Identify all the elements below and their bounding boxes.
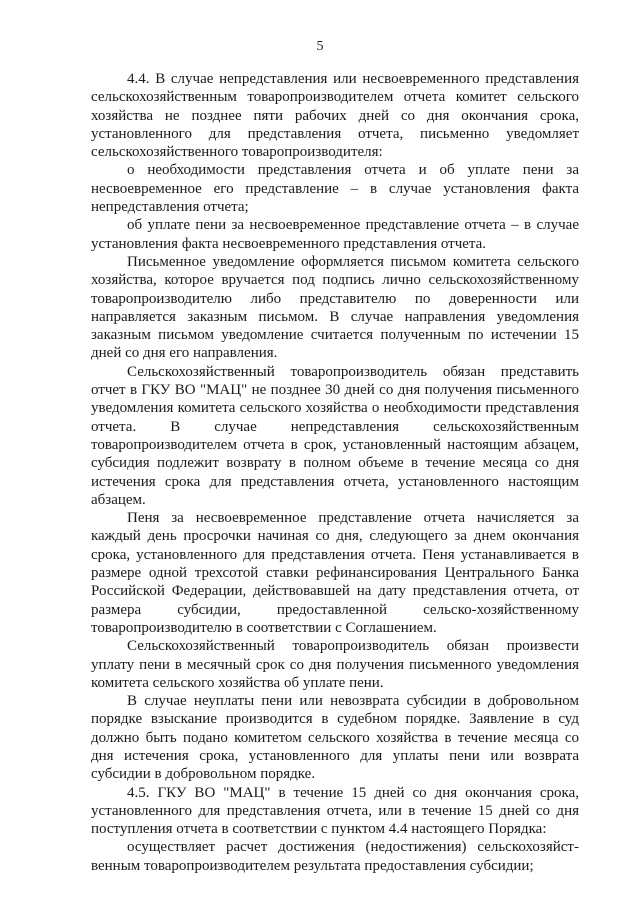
- paragraph-penalty-payment: Сельскохозяйственный товаропроизводитель обязан произвести уплату пени в месячный срок со дня получения письменного уведомления комитета сельского хозяйства об уплате пени.: [91, 638, 579, 691]
- paragraph-calculation: осуществляет расчет достижения (недостижения) сельскохозяйственным товаропроизводителем результата предоставления субсидии;: [91, 839, 579, 874]
- paragraph-written-notice: Письменное уведомление оформляется письмом комитета сельского хозяйства, которое вручается под подпись лично сельскохозяйственному товаропроизводителю либо представителю по доверенности или направляется заказным письмом. В случае направления уведомления заказным письмом уведомление считается полученным по истечении 15 дней со дня его направления.: [91, 253, 579, 362]
- paragraph-penalty-calculation: Пеня за несвоевременное представление отчета начисляется за каждый день просрочки начиная со дня, следующего за днем окончания срока, установленного для представления отчета. Пеня устанавливается в размере одной трехсотой ставки рефинансирования Центрального Банка Российской Федерации, действовавшей на дату представления отчета, от размера субсидии, предоставленной сельско-хозяйственному товаропроизводителю в соответствии с Соглашением.: [91, 510, 579, 636]
- paragraph-4-5: 4.5. ГКУ ВО "МАЦ" в течение 15 дней со дня окончания срока, установленного для представления отчета, или в течение 15 дней со дня поступления отчета в соответствии с пунктом 4.4 настоящего Порядка:: [91, 784, 579, 838]
- page-number: 5: [316, 39, 324, 54]
- paragraph-notice-penalty: об уплате пени за несвоевременное представление отчета – в случае установления факта несвоевременного представления отчета.: [91, 217, 579, 252]
- paragraph-4-4: 4.4. В случае непредставления или несвоевременного представления сельскохозяйственным товаропроизводителем отчета комитет сельского хозяйства не позднее пяти рабочих дней со дня окончания срока, установленного для представления отчета, письменно уведомляет сельскохозяйственного товаропроизводителя:: [91, 71, 579, 161]
- paragraph-notice-necessity: о необходимости представления отчета и об уплате пени за несвоевременное его представление – в случае установления факта непредставления отчета;: [91, 162, 579, 216]
- paragraph-court-recovery: В случае неуплаты пени или невозврата субсидии в добровольном порядке взыскание производится в судебном порядке. Заявление в суд должно быть подано комитетом сельского хозяйства в течение месяца со дня истечения срока, установленного для уплаты пени или возврата субсидии в добровольном порядке.: [91, 693, 579, 783]
- document-body: [91, 70, 579, 875]
- paragraph-report-obligation: Сельскохозяйственный товаропроизводитель обязан представить отчет в ГКУ ВО "МАЦ" не позднее 30 дней со дня получения письменного уведомления комитета сельского хозяйства о необходимости представления отчета. В случае непредставления сельскохозяйственным товаропроизводителем отчета в срок, установленный настоящим абзацем, субсидия подлежит возврату в полном объеме в течение месяца со дня истечения срока для представления отчета, установленного настоящим абзацем.: [91, 363, 579, 508]
